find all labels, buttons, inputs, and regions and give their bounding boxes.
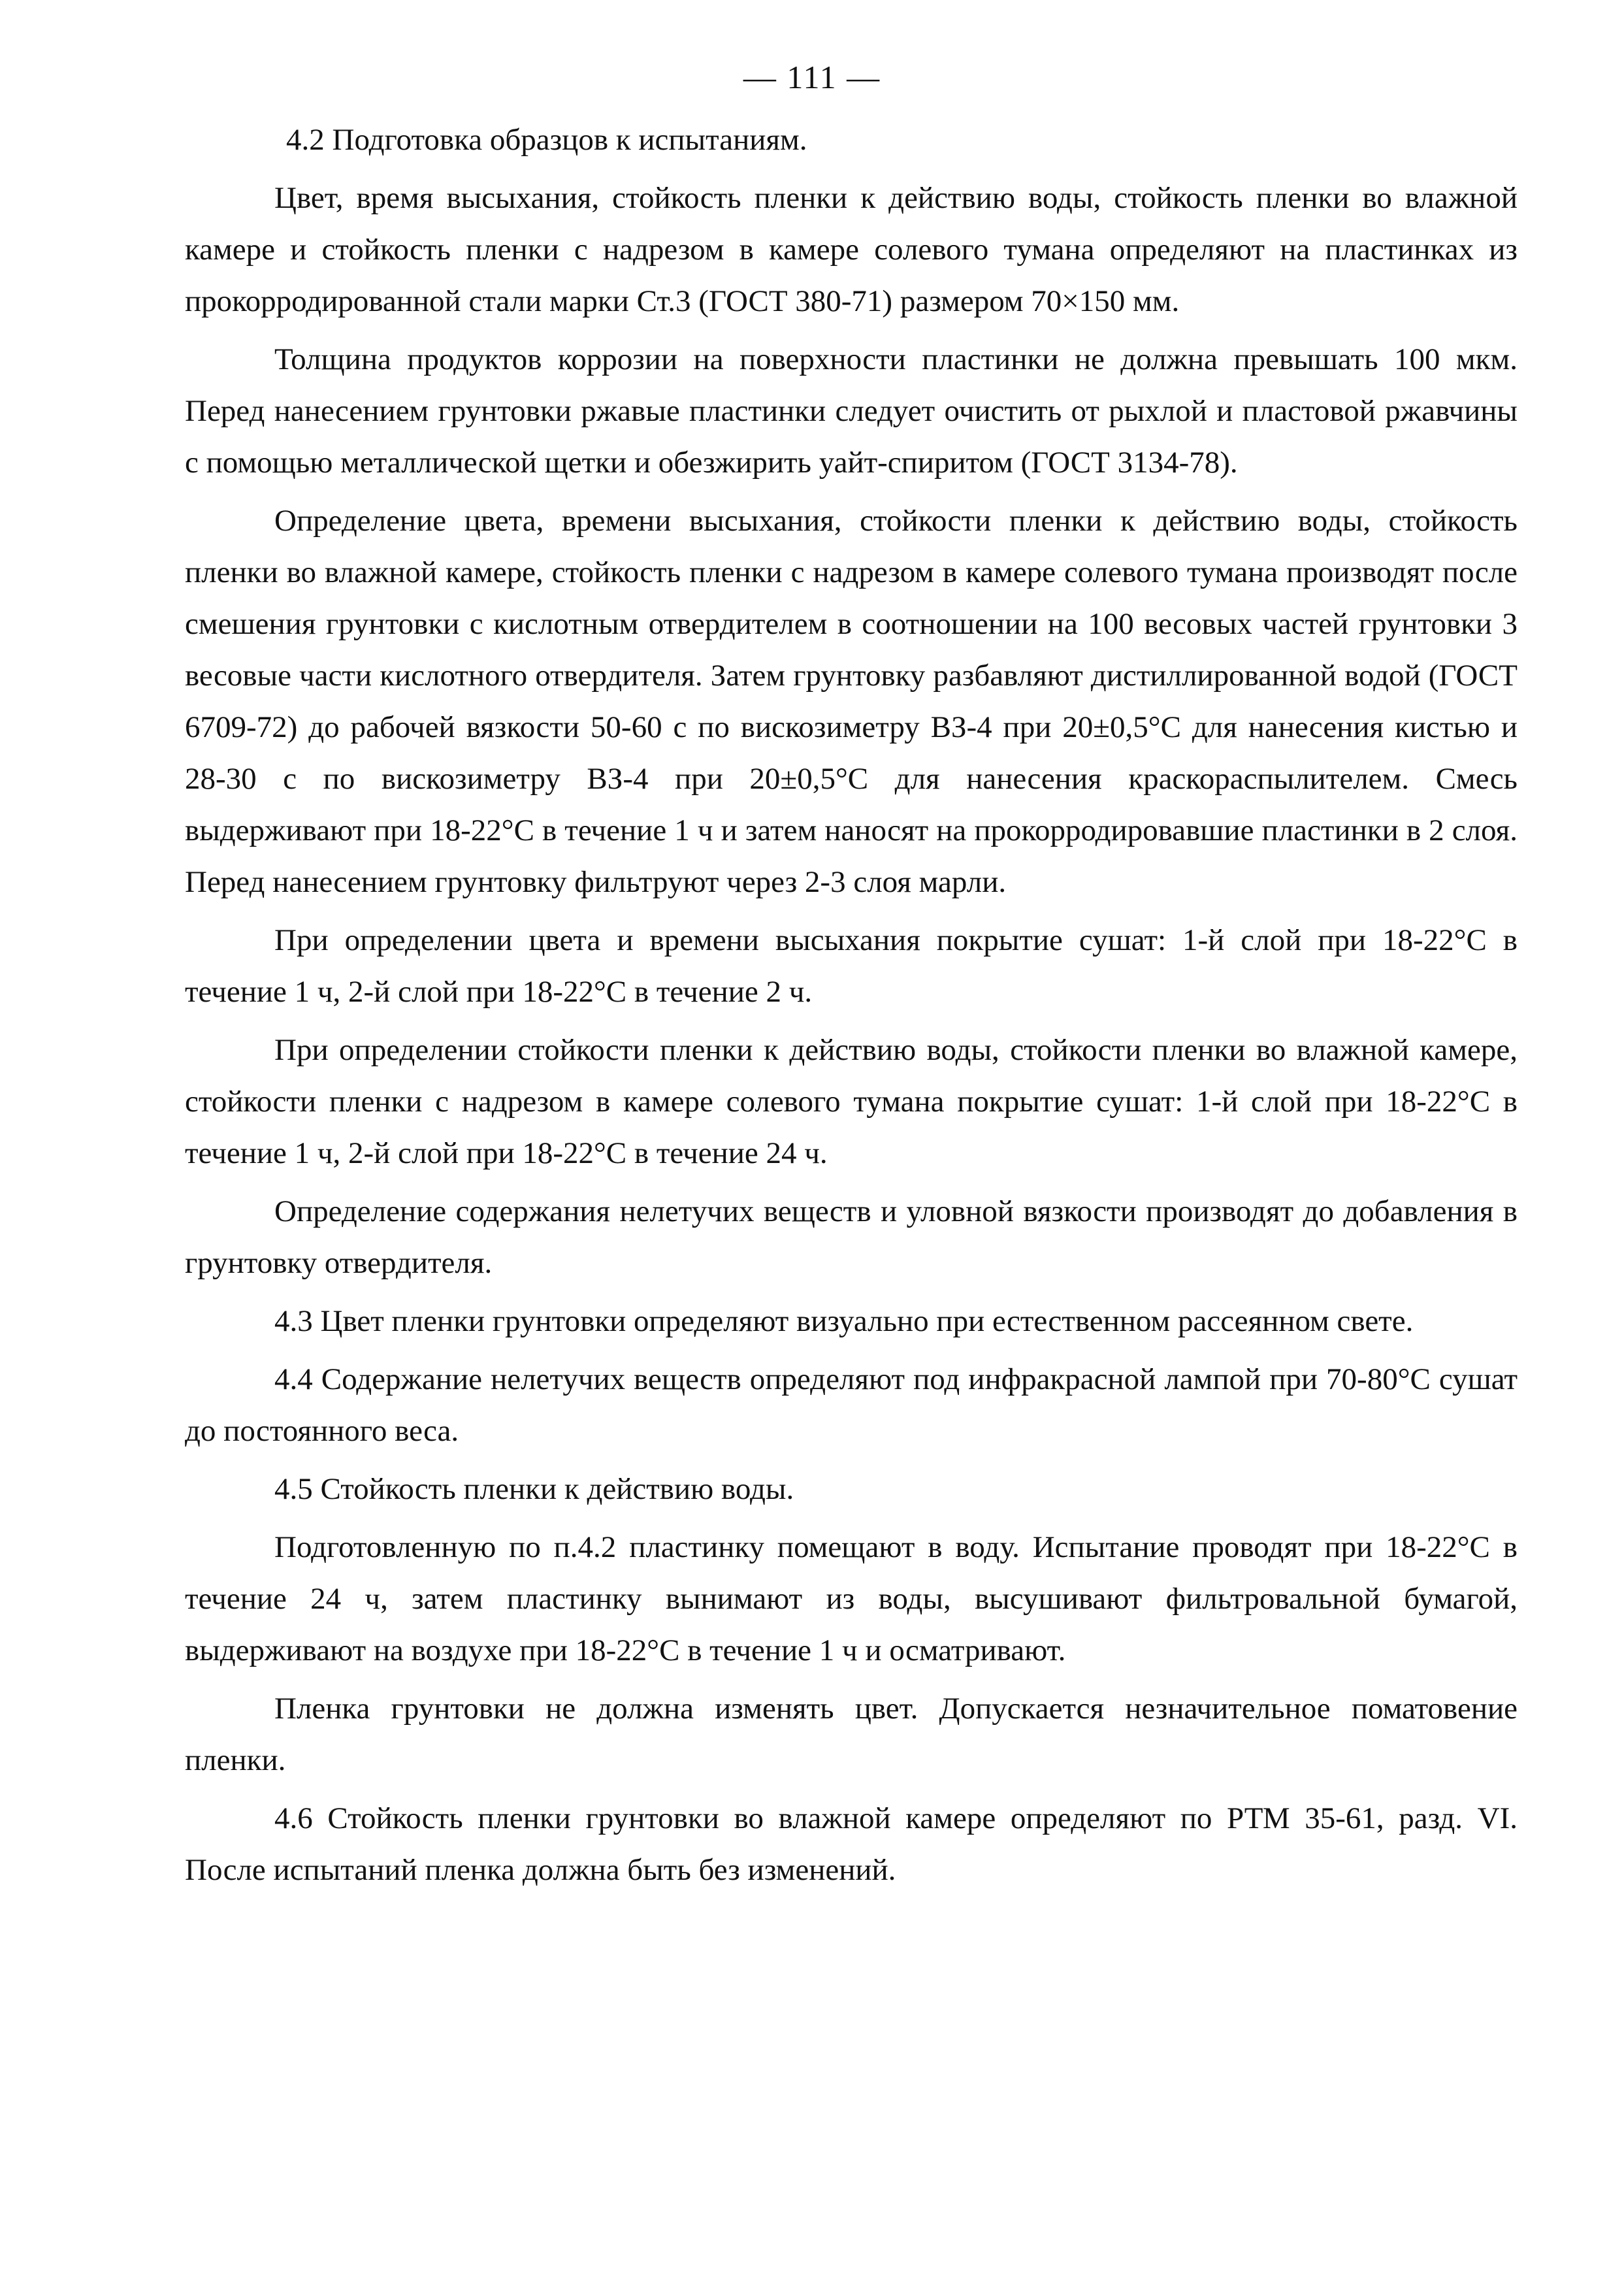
section-heading-4-2: 4.2 Подготовка образцов к испытаниям. bbox=[286, 123, 807, 157]
section-4-4: 4.4 Содержание нелетучих веществ определяют под инфракрасной лампой при 70-80°С сушат до постоянного веса. bbox=[185, 1362, 1518, 1448]
paragraph: Толщина продуктов коррозии на поверхности пластинки не должна превышать 100 мкм. Перед нанесением грунтовки ржавые пластинки следует очистить от рыхлой и пластовой ржавчины с помощью металлической щетки и обезжирить уайт-спиритом (ГОСТ 3134-78). bbox=[185, 342, 1518, 480]
paragraph: Определение содержания нелетучих веществ и уловной вязкости производят до добавления в грунтовку отвердителя. bbox=[185, 1194, 1518, 1280]
paragraph: Определение цвета, времени высыхания, стойкости пленки к действию воды, стойкость пленки во влажной камере, стойкость пленки с надрезом в камере солевого тумана производят после смешения грунтовки с кислотным отвердителем в соотношении на 100 весовых частей грунтовки 3 весовые части кислотного отвердителя. Затем грунтовку разбавляют дистиллированной водой (ГОСТ 6709-72) до рабочей вязкости 50-60 с по вискозиметру ВЗ-4 при 20±0,5°С для нанесения кистью и 28-30 с по вискозиметру ВЗ-4 при 20±0,5°С для нанесения краскораспылителем. Смесь выдерживают при 18-22°С в течение 1 ч и затем наносят на прокорродировавшие пластинки в 2 слоя. Перед нанесением грунтовку фильтруют через 2-3 слоя марли. bbox=[185, 504, 1518, 899]
paragraph: Пленка грунтовки не должна изменять цвет. Допускается незначительное поматовение пленки. bbox=[185, 1692, 1518, 1777]
section-heading-4-5: 4.5 Стойкость пленки к действию воды. bbox=[274, 1472, 794, 1506]
paragraph: При определении цвета и времени высыхания покрытие сушат: 1-й слой при 18-22°С в течение 1 ч, 2-й слой при 18-22°С в течение 2 ч. bbox=[185, 923, 1518, 1009]
section-4-3: 4.3 Цвет пленки грунтовки определяют визуально при естественном рассеянном свете. bbox=[274, 1304, 1414, 1338]
document-body bbox=[185, 114, 1518, 1903]
paragraph: Цвет, время высыхания, стойкость пленки к действию воды, стойкость пленки во влажной камере и стойкость пленки с надрезом в камере солевого тумана определяют на пластинках из прокорродированной стали марки Ст.3 (ГОСТ 380-71) размером 70×150 мм. bbox=[185, 181, 1518, 318]
section-4-6: 4.6 Стойкость пленки грунтовки во влажной камере определяют по РТМ 35-61, разд. VI. После испытаний пленка должна быть без изменений. bbox=[185, 1801, 1518, 1887]
paragraph: Подготовленную по п.4.2 пластинку помещают в воду. Испытание проводят при 18-22°С в течение 24 ч, затем пластинку вынимают из воды, высушивают фильтровальной бумагой, выдерживают на воздухе при 18-22°С в течение 1 ч и осматривают. bbox=[185, 1530, 1518, 1667]
paragraph: При определении стойкости пленки к действию воды, стойкости пленки во влажной камере, стойкости пленки с надрезом в камере солевого тумана покрытие сушат: 1-й слой при 18-22°С в течение 1 ч, 2-й слой при 18-22°С в течение 24 ч. bbox=[185, 1033, 1518, 1170]
page-number: — 111 — bbox=[743, 59, 881, 95]
